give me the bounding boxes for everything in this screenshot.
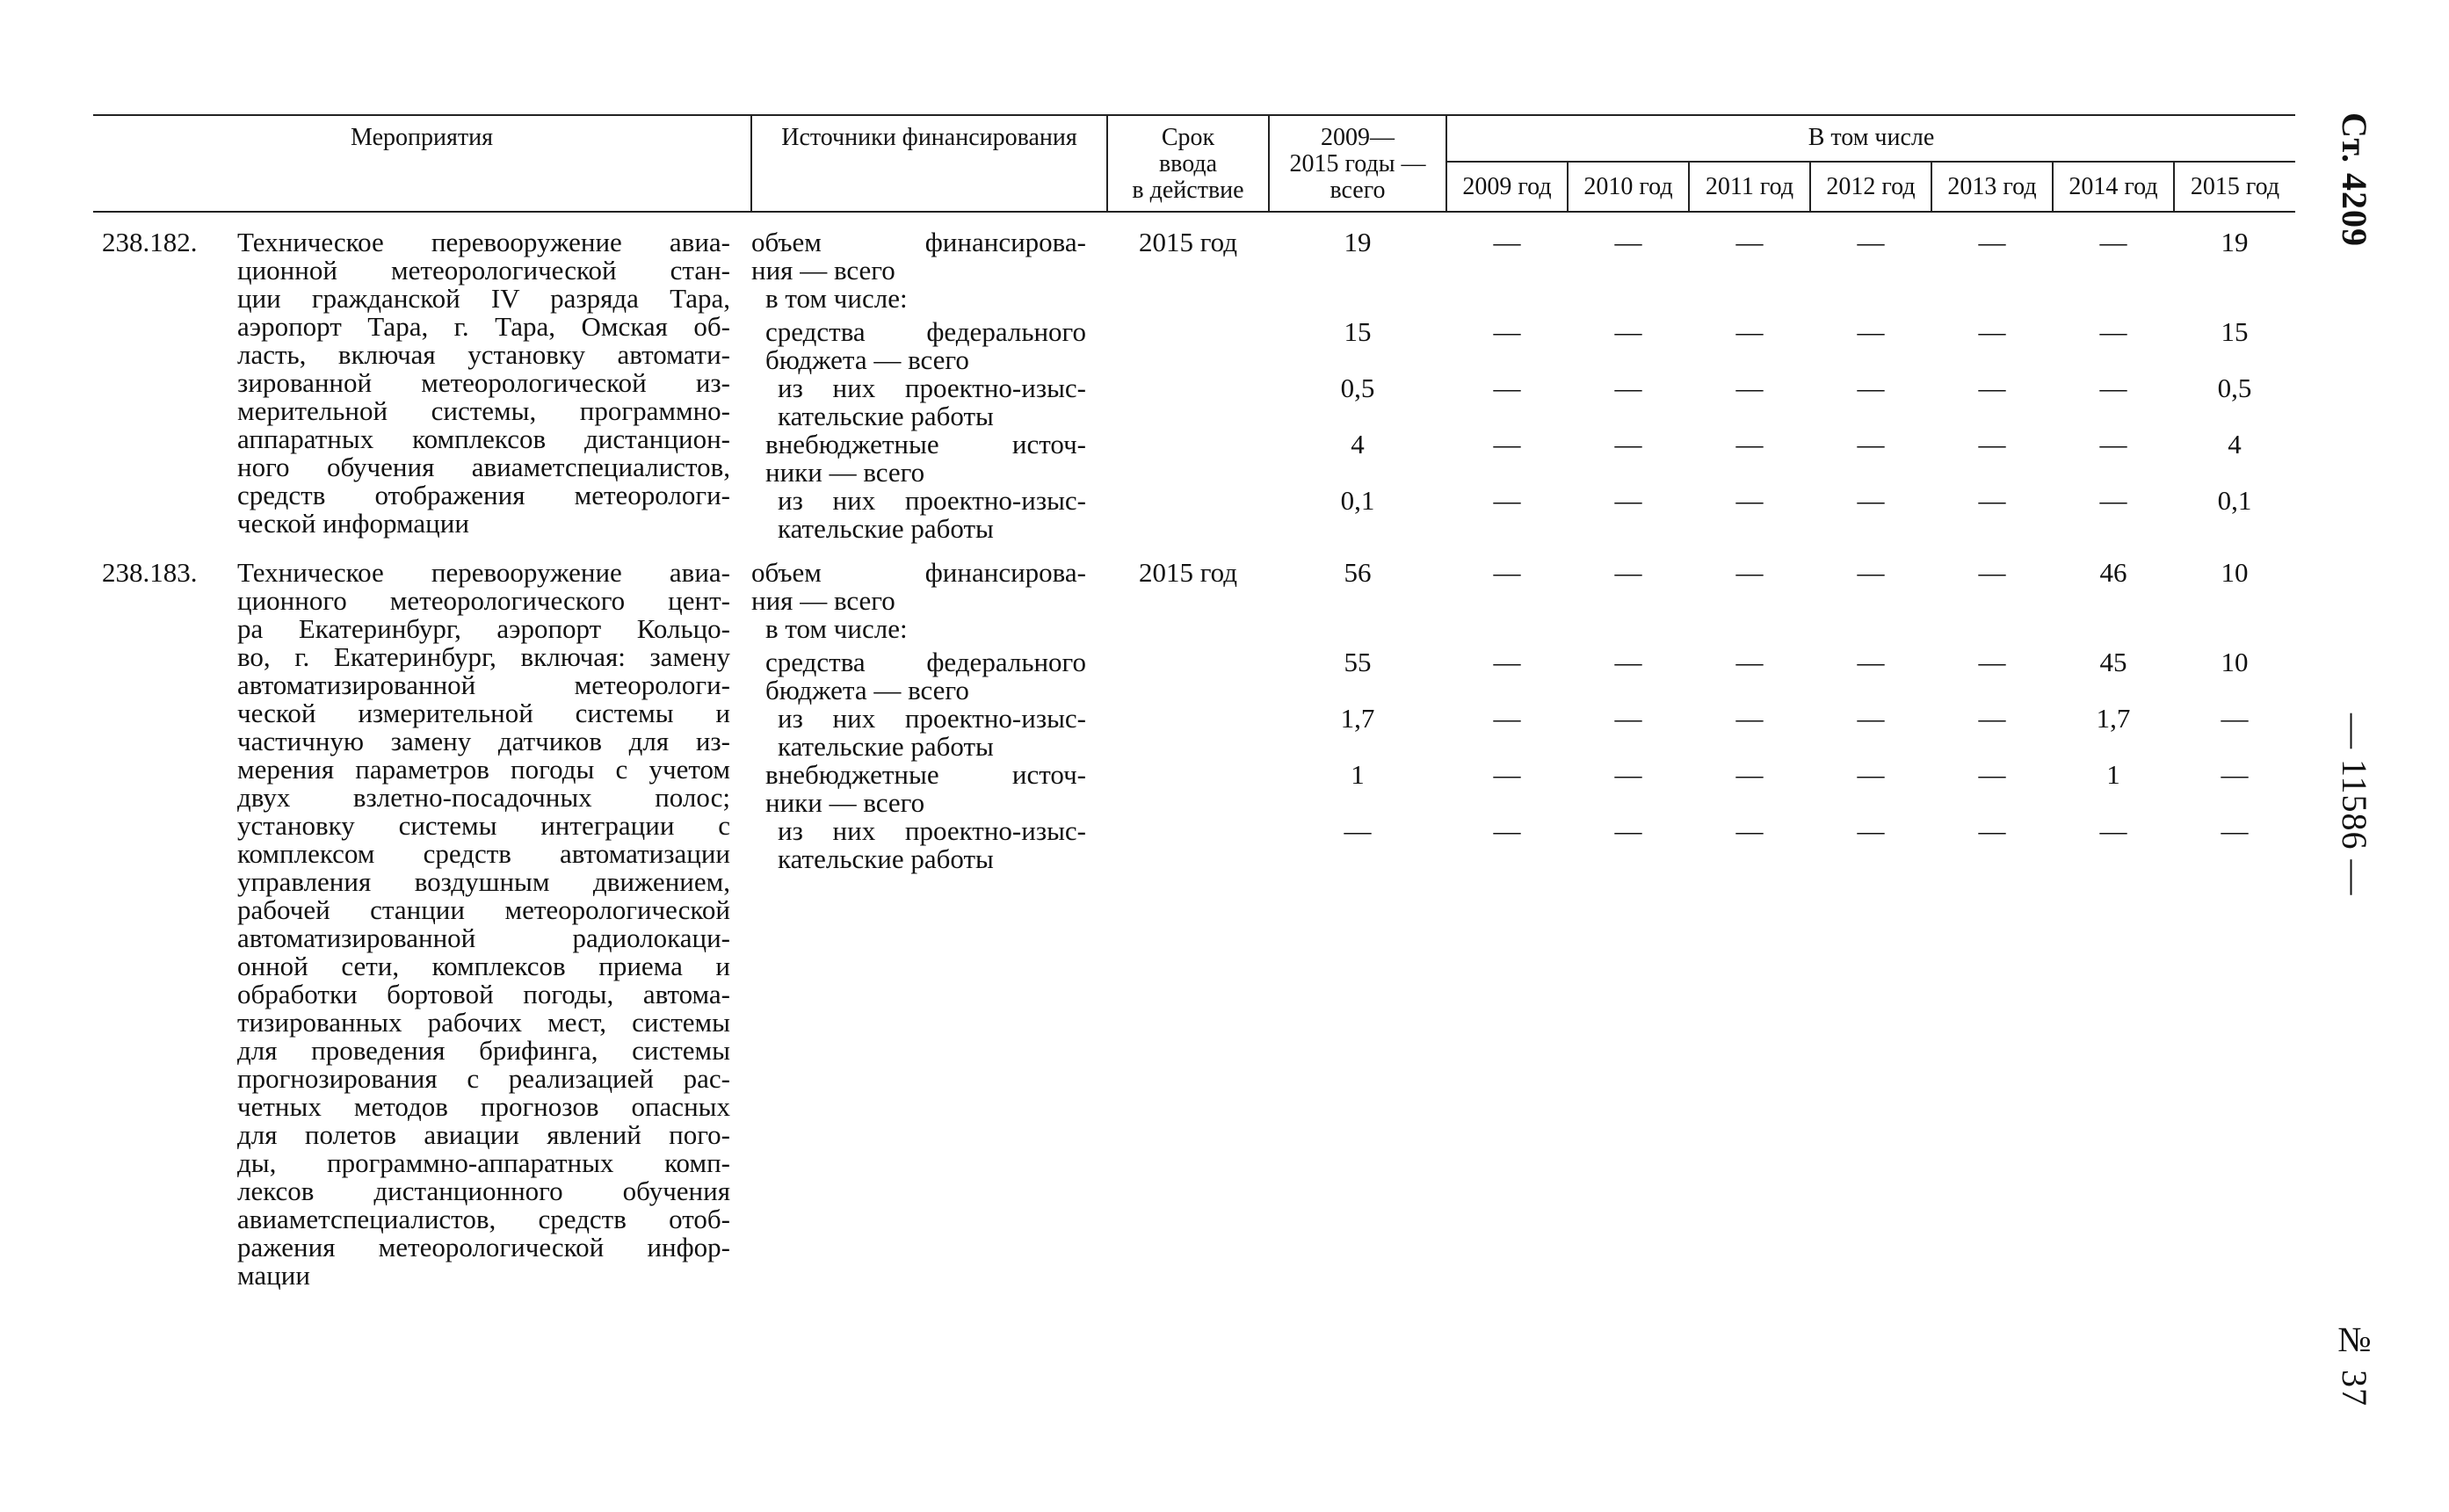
funding-source-item bbox=[751, 228, 1107, 285]
year-value: — bbox=[1735, 815, 1764, 846]
funding-source-line: объем финансирова- bbox=[751, 557, 1086, 588]
year-value: 15 bbox=[2221, 316, 2249, 347]
year-value: — bbox=[1614, 485, 1642, 516]
funding-source-item bbox=[751, 817, 1107, 873]
year-value: — bbox=[2221, 703, 2249, 734]
activity-line: ционного метеорологического цент- bbox=[237, 585, 730, 616]
year-value: — bbox=[1614, 316, 1642, 347]
year-value: 46 bbox=[2099, 557, 2127, 588]
activity-line: авиаметспециалистов, средств отоб- bbox=[237, 1204, 730, 1234]
activity-line: четных методов прогнозов опасных bbox=[237, 1091, 730, 1122]
year-value: — bbox=[1614, 429, 1642, 459]
year-value bbox=[1568, 285, 1689, 318]
total-value bbox=[1269, 615, 1446, 648]
year-value: — bbox=[2221, 759, 2249, 790]
total-value: 56 bbox=[1344, 557, 1372, 588]
funding-source-line: из них проектно-изыс- bbox=[778, 815, 1086, 846]
year-value: — bbox=[1614, 815, 1642, 846]
year-value: 45 bbox=[2099, 647, 2127, 677]
table-row bbox=[93, 543, 2295, 1290]
year-column bbox=[1931, 212, 2053, 543]
year-value: — bbox=[1978, 815, 2006, 846]
funding-source-line: из них проектно-изыс- bbox=[778, 703, 1086, 734]
funding-source-line: ники — всего bbox=[765, 457, 925, 488]
year-value: — bbox=[1493, 815, 1521, 846]
year-value: — bbox=[1857, 647, 1885, 677]
activity-line: Техническое перевооружение авиа- bbox=[237, 227, 730, 257]
year-column bbox=[1689, 543, 1810, 1290]
total-value: 55 bbox=[1344, 647, 1372, 677]
year-value: — bbox=[2099, 373, 2127, 403]
funding-source-line: кательские работы bbox=[778, 843, 994, 874]
page-number: — 11586 — bbox=[2335, 713, 2374, 896]
funding-source-item bbox=[751, 285, 1107, 318]
year-value: — bbox=[1614, 373, 1642, 403]
header-term-line: ввода bbox=[1158, 150, 1218, 177]
total-column bbox=[1269, 212, 1446, 543]
year-column bbox=[1931, 543, 2053, 1290]
year-value: — bbox=[1857, 759, 1885, 790]
activity-line: Техническое перевооружение авиа- bbox=[237, 557, 730, 588]
activity-line: лексов дистанционного обучения bbox=[237, 1176, 730, 1206]
funding-source-line: кательские работы bbox=[778, 513, 994, 544]
funding-source-line: в том числе: bbox=[765, 613, 908, 644]
total-value: 1,7 bbox=[1340, 703, 1375, 734]
year-value bbox=[1931, 615, 2053, 648]
funding-source-line: средства федерального bbox=[765, 316, 1086, 347]
year-value: — bbox=[1857, 227, 1885, 257]
activity-line: обработки бортовой погоды, автома- bbox=[237, 979, 730, 1009]
total-value: — bbox=[1344, 815, 1372, 846]
year-value: — bbox=[1857, 429, 1885, 459]
total-value: 15 bbox=[1344, 316, 1372, 347]
year-value: — bbox=[1614, 557, 1642, 588]
activity-description bbox=[234, 212, 751, 543]
year-value: — bbox=[1614, 703, 1642, 734]
year-value: — bbox=[1857, 557, 1885, 588]
year-value: 10 bbox=[2221, 557, 2249, 588]
header-total-line: всего bbox=[1330, 177, 1386, 204]
year-value bbox=[2174, 615, 2295, 648]
funding-source-line: ния — всего bbox=[751, 255, 895, 286]
funding-source-item bbox=[751, 615, 1107, 648]
header-including: В том числе bbox=[1446, 115, 2295, 162]
funding-sources bbox=[751, 212, 1107, 543]
activity-line: для полетов авиации явлений пого- bbox=[237, 1119, 730, 1150]
header-term bbox=[1107, 115, 1269, 212]
header-total-line: 2015 годы — bbox=[1289, 150, 1426, 177]
total-value: 0,1 bbox=[1340, 485, 1375, 516]
funding-source-line: внебюджетные источ- bbox=[765, 429, 1086, 459]
year-column bbox=[2053, 212, 2174, 543]
page-header-article: Ст. 4209 bbox=[2335, 112, 2374, 247]
table-header bbox=[93, 115, 2295, 212]
year-value bbox=[1931, 285, 2053, 318]
activity-line: во, г. Екатеринбург, включая: замену bbox=[237, 641, 730, 672]
year-column bbox=[2053, 543, 2174, 1290]
year-value: — bbox=[1978, 557, 2006, 588]
activity-description bbox=[234, 543, 751, 1290]
year-value bbox=[2174, 285, 2295, 318]
activity-line: комплексом средств автоматизации bbox=[237, 838, 730, 869]
year-value: — bbox=[1735, 227, 1764, 257]
activity-line: ционной метеорологической стан- bbox=[237, 255, 730, 286]
financing-table bbox=[93, 114, 2295, 1290]
year-value: — bbox=[1857, 815, 1885, 846]
funding-sources bbox=[751, 543, 1107, 1290]
funding-source-item bbox=[751, 559, 1107, 615]
year-column bbox=[1689, 212, 1810, 543]
row-number: 238.183. bbox=[102, 557, 198, 588]
funding-source-item bbox=[751, 761, 1107, 817]
year-value: — bbox=[1978, 647, 2006, 677]
year-value: — bbox=[1735, 759, 1764, 790]
activity-line: автоматизированной метеорологи- bbox=[237, 669, 730, 700]
year-value bbox=[1446, 615, 1568, 648]
year-value: — bbox=[1493, 557, 1521, 588]
activity-line: мации bbox=[237, 1260, 310, 1291]
header-year: 2014 год bbox=[2053, 162, 2174, 212]
total-value: 0,5 bbox=[1340, 373, 1375, 403]
year-column bbox=[1446, 212, 1568, 543]
activity-line: ражения метеорологической инфор- bbox=[237, 1232, 730, 1262]
funding-source-line: ники — всего bbox=[765, 787, 925, 818]
total-value: 1 bbox=[1351, 759, 1365, 790]
activity-line: мерения параметров погоды с учетом bbox=[237, 754, 730, 785]
year-value: — bbox=[1614, 227, 1642, 257]
year-value: — bbox=[1978, 316, 2006, 347]
year-value: — bbox=[1735, 703, 1764, 734]
year-column bbox=[2174, 543, 2295, 1290]
year-value: 0,5 bbox=[2217, 373, 2252, 403]
activity-line: ческой информации bbox=[237, 508, 469, 539]
activity-line: рабочей станции метеорологической bbox=[237, 894, 730, 925]
header-year: 2011 год bbox=[1689, 162, 1810, 212]
year-value: — bbox=[1978, 485, 2006, 516]
header-year: 2012 год bbox=[1810, 162, 1931, 212]
funding-source-item bbox=[751, 648, 1107, 705]
year-value: — bbox=[1735, 429, 1764, 459]
year-value: — bbox=[1857, 316, 1885, 347]
funding-source-item bbox=[751, 705, 1107, 761]
year-value: — bbox=[1735, 485, 1764, 516]
activity-line: ции гражданской IV разряда Тара, bbox=[237, 283, 730, 314]
header-term-line: в действие bbox=[1132, 177, 1244, 204]
year-value: — bbox=[1735, 373, 1764, 403]
funding-source-line: внебюджетные источ- bbox=[765, 759, 1086, 790]
header-term-line: Срок bbox=[1161, 124, 1215, 151]
year-value: 1,7 bbox=[2096, 703, 2131, 734]
year-value: — bbox=[1735, 647, 1764, 677]
header-year: 2013 год bbox=[1931, 162, 2053, 212]
year-value: — bbox=[2099, 227, 2127, 257]
table-body bbox=[93, 212, 2295, 1290]
year-value: — bbox=[1493, 647, 1521, 677]
year-value: — bbox=[1857, 373, 1885, 403]
year-column bbox=[1568, 543, 1689, 1290]
year-value: 0,1 bbox=[2217, 485, 2252, 516]
year-value: — bbox=[2099, 429, 2127, 459]
year-value bbox=[1810, 285, 1931, 318]
year-value: — bbox=[2099, 485, 2127, 516]
activity-line: установку системы интеграции с bbox=[237, 810, 730, 841]
year-value: — bbox=[1978, 373, 2006, 403]
total-column bbox=[1269, 543, 1446, 1290]
activity-line: зированной метеорологической из- bbox=[237, 367, 730, 398]
year-value bbox=[2053, 615, 2174, 648]
funding-source-line: кательские работы bbox=[778, 731, 994, 762]
activity-line: автоматизированной радиолокаци- bbox=[237, 922, 730, 953]
activity-line: частичную замену датчиков для из- bbox=[237, 726, 730, 756]
year-value: — bbox=[1493, 759, 1521, 790]
funding-source-line: объем финансирова- bbox=[751, 227, 1086, 257]
funding-source-line: из них проектно-изыс- bbox=[778, 485, 1086, 516]
activity-line: управления воздушным движением, bbox=[237, 866, 730, 897]
funding-source-item bbox=[751, 318, 1107, 374]
year-value: — bbox=[1493, 227, 1521, 257]
activity-line: онной сети, комплексов приема и bbox=[237, 951, 730, 981]
year-value: 10 bbox=[2221, 647, 2249, 677]
activity-line: ды, программно-аппаратных комп- bbox=[237, 1147, 730, 1178]
row-number: 238.182. bbox=[102, 227, 198, 257]
funding-source-item bbox=[751, 374, 1107, 430]
activity-line: аппаратных комплексов дистанцион- bbox=[237, 423, 730, 454]
funding-source-line: средства федерального bbox=[765, 647, 1086, 677]
year-value: — bbox=[1978, 227, 2006, 257]
activity-line: ного обучения авиаметспециалистов, bbox=[237, 452, 730, 482]
activity-line: тизированных рабочих мест, системы bbox=[237, 1007, 730, 1038]
activity-line: двух взлетно-посадочных полос; bbox=[237, 782, 730, 813]
year-value: 4 bbox=[2228, 429, 2242, 459]
year-value: — bbox=[2221, 815, 2249, 846]
activity-line: ческой измерительной системы и bbox=[237, 698, 730, 728]
funding-source-line: в том числе: bbox=[765, 283, 908, 314]
year-value bbox=[1446, 285, 1568, 318]
commissioning-term: 2015 год bbox=[1138, 227, 1238, 257]
year-value: — bbox=[1857, 703, 1885, 734]
year-value: — bbox=[1614, 759, 1642, 790]
header-activities: Мероприятия bbox=[93, 115, 751, 212]
year-value: — bbox=[1735, 557, 1764, 588]
total-value: 19 bbox=[1344, 227, 1372, 257]
table-row bbox=[93, 212, 2295, 543]
year-value: — bbox=[1493, 703, 1521, 734]
year-value: — bbox=[1978, 703, 2006, 734]
total-value bbox=[1269, 285, 1446, 318]
total-value: 4 bbox=[1351, 429, 1365, 459]
activity-line: мерительной системы, программно- bbox=[237, 395, 730, 426]
year-value: — bbox=[1493, 485, 1521, 516]
year-value: — bbox=[2099, 815, 2127, 846]
header-year: 2009 год bbox=[1446, 162, 1568, 212]
year-column bbox=[1568, 212, 1689, 543]
commissioning-term: 2015 год bbox=[1138, 557, 1238, 588]
activity-line: средств отображения метеорологи- bbox=[237, 480, 730, 510]
year-value: 1 bbox=[2106, 759, 2120, 790]
year-value: — bbox=[1493, 316, 1521, 347]
year-value bbox=[1689, 285, 1810, 318]
funding-source-line: кательские работы bbox=[778, 401, 994, 431]
header-year: 2010 год bbox=[1568, 162, 1689, 212]
funding-source-line: из них проектно-изыс- bbox=[778, 373, 1086, 403]
funding-source-item bbox=[751, 430, 1107, 487]
header-year: 2015 год bbox=[2174, 162, 2295, 212]
funding-source-line: бюджета — всего bbox=[765, 344, 969, 375]
activity-line: для проведения брифинга, системы bbox=[237, 1035, 730, 1066]
year-value bbox=[2053, 285, 2174, 318]
year-value: — bbox=[1857, 485, 1885, 516]
funding-source-line: бюджета — всего bbox=[765, 675, 969, 705]
year-value: — bbox=[1493, 429, 1521, 459]
header-total bbox=[1269, 115, 1446, 212]
year-value: — bbox=[1978, 429, 2006, 459]
year-value: 19 bbox=[2221, 227, 2249, 257]
activity-line: ласть, включая установку автомати- bbox=[237, 339, 730, 370]
year-column bbox=[1810, 212, 1931, 543]
year-value: — bbox=[1493, 373, 1521, 403]
year-value: — bbox=[1735, 316, 1764, 347]
funding-source-item bbox=[751, 487, 1107, 543]
activity-line: аэропорт Тара, г. Тара, Омская об- bbox=[237, 311, 730, 342]
activity-line: ра Екатеринбург, аэропорт Кольцо- bbox=[237, 613, 730, 644]
issue-number: № 37 bbox=[2335, 1320, 2374, 1407]
year-value bbox=[1568, 615, 1689, 648]
year-value: — bbox=[2099, 316, 2127, 347]
header-total-line: 2009— bbox=[1321, 124, 1395, 151]
year-value: — bbox=[1614, 647, 1642, 677]
year-value: — bbox=[1978, 759, 2006, 790]
header-sources: Источники финансирования bbox=[751, 115, 1107, 212]
year-column bbox=[2174, 212, 2295, 543]
funding-source-line: ния — всего bbox=[751, 585, 895, 616]
year-value bbox=[1689, 615, 1810, 648]
year-column bbox=[1446, 543, 1568, 1290]
year-value bbox=[1810, 615, 1931, 648]
year-column bbox=[1810, 543, 1931, 1290]
activity-line: прогнозирования с реализацией рас- bbox=[237, 1063, 730, 1094]
